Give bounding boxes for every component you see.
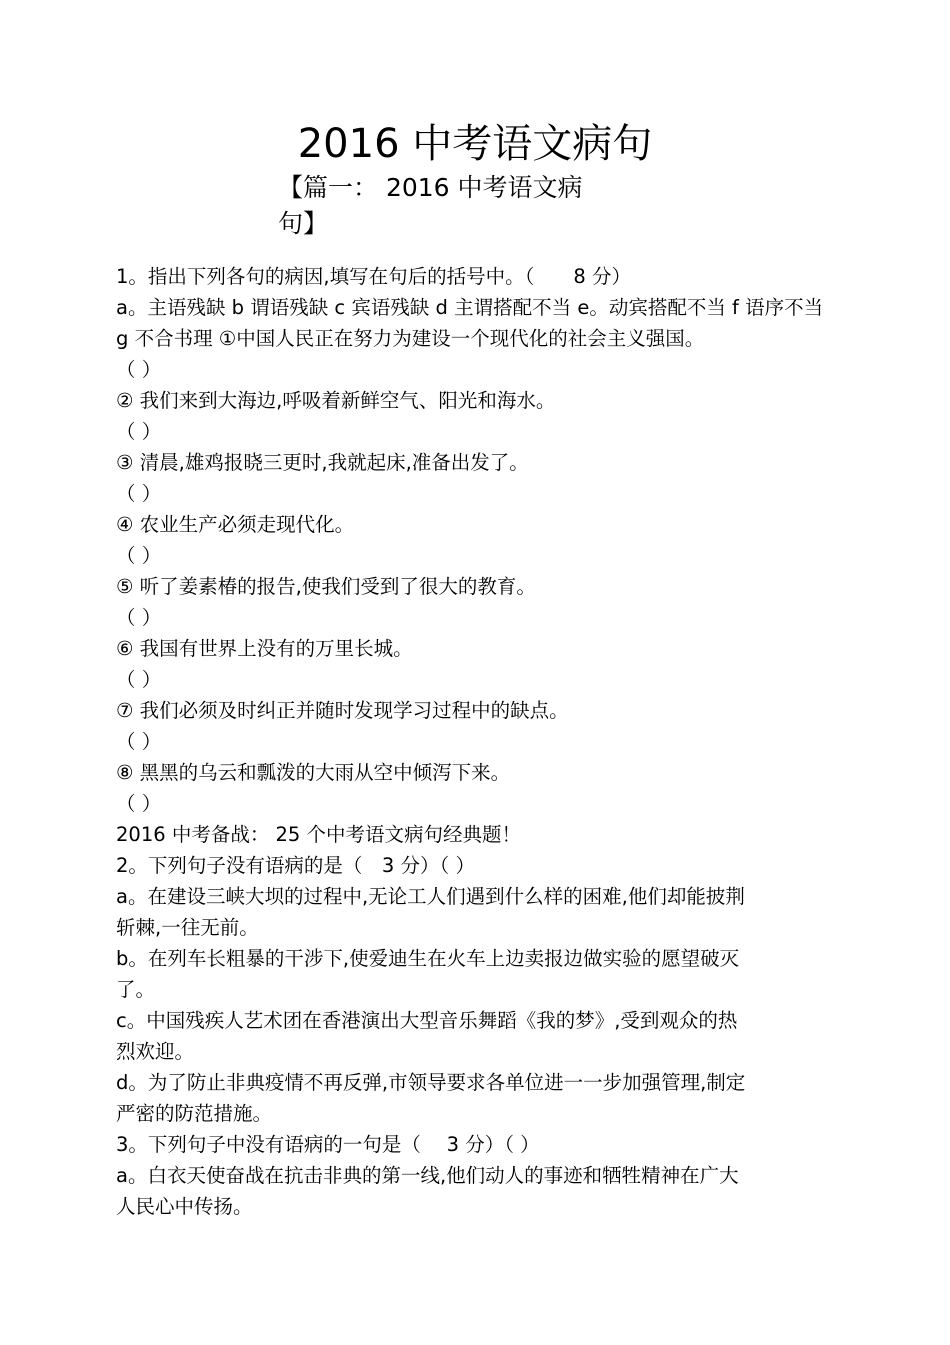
question-3: 3。下列句子中没有语病的一句是（ 3 分）（ ） [116, 1133, 540, 1156]
sentence-5: ⑤ 听了姜素椿的报告,使我们受到了很大的教育。 [116, 575, 536, 598]
answer-blank: （ ） [116, 730, 162, 753]
question-1-options: a。主语残缺 b 谓语残缺 c 宾语残缺 d 主谓搭配不当 e。动宾搭配不当 f 语序不当 g 不合书理 ①中国人民正在努力为建设一个现代化的社会主义强国。 [116, 296, 824, 350]
answer-blank: （ ） [116, 420, 162, 443]
question-2-option-b: b。在列车长粗暴的干涉下,使爱迪生在火车上边卖报边做实验的愿望破灭了。 [116, 947, 740, 1001]
answer-blank: （ ） [116, 544, 162, 567]
section-heading: 2016 中考备战： 25 个中考语文病句经典题！ [116, 823, 522, 846]
sentence-3: ③ 清晨,雄鸡报晓三更时,我就起床,准备出发了。 [116, 451, 529, 474]
sentence-2: ② 我们来到大海边,呼吸着新鲜空气、阳光和海水。 [116, 389, 556, 412]
question-2-option-d: d。为了防止非典疫情不再反弹,市领导要求各单位进一一步加强管理,制定严密的防范措施。 [116, 1071, 746, 1125]
question-2-option-a: a。在建设三峡大坝的过程中,无论工人们遇到什么样的困难,他们却能披荆斩棘,一往无前。 [116, 885, 745, 939]
sentence-4: ④ 农业生产必须走现代化。 [116, 513, 355, 536]
question-3-option-a: a。白衣天使奋战在抗击非典的第一线,他们动人的事迹和牺牲精神在广大人民心中传扬。 [116, 1164, 739, 1218]
question-2: 2。下列句子没有语病的是（ 3 分）（ ） [116, 854, 475, 877]
sentence-7: ⑦ 我们必须及时纠正并随时发现学习过程中的缺点。 [116, 699, 569, 722]
answer-blank: （ ） [116, 358, 162, 381]
answer-blank: （ ） [116, 792, 162, 815]
document-subtitle: 【篇一： 2016 中考语文病句】 [278, 173, 583, 238]
sentence-8: ⑧ 黑黑的乌云和瓢泼的大雨从空中倾泻下来。 [116, 761, 511, 784]
sentence-6: ⑥ 我国有世界上没有的万里长城。 [116, 637, 413, 660]
document-body [116, 261, 826, 1222]
document-title: 2016 中考语文病句 [297, 121, 653, 167]
answer-blank: （ ） [116, 606, 162, 629]
question-2-option-c: c。中国残疾人艺术团在香港演出大型音乐舞蹈《我的梦》,受到观众的热烈欢迎。 [116, 1009, 738, 1063]
answer-blank: （ ） [116, 668, 162, 691]
answer-blank: （ ） [116, 482, 162, 505]
question-1-instruction: 1。指出下列各句的病因,填写在句后的括号中。（ 8 分） [116, 265, 631, 288]
